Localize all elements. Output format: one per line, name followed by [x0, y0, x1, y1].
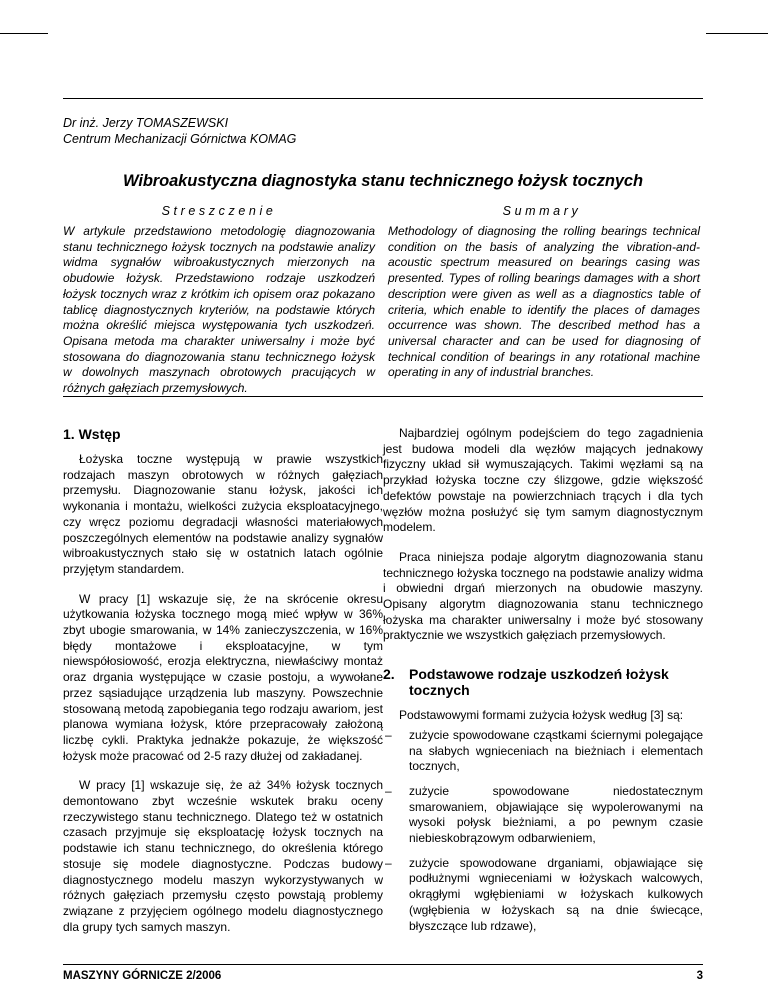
list-item: – zużycie spowodowane niedostatecznym smarowaniem, objawiające się wypolerowanymi na wysoki połysk bieżniami, a po pewnym czasie niebieskobrązowym odbarwieniem, — [385, 783, 703, 846]
footer-rule — [63, 964, 703, 965]
paragraph: Podstawowymi formami zużycia łożysk według [3] są: — [399, 708, 684, 723]
wear-forms-list — [383, 728, 703, 934]
abstract-pl-heading: Streszczenie — [161, 204, 277, 218]
author-name: Dr inż. Jerzy TOMASZEWSKI — [63, 116, 229, 130]
abstract-rule — [63, 396, 703, 397]
author-block — [63, 115, 296, 147]
page-number: 3 — [696, 970, 703, 982]
right-column — [383, 426, 703, 943]
header-rule — [63, 98, 703, 99]
article-title: Wibroakustyczna diagnostyka stanu technicznego łożysk tocznych — [123, 172, 643, 190]
paragraph: W pracy [1] wskazuje się, że aż 34% łożysk tocznych demontowano zbyt wcześnie wskutek braku oceny rzeczywistego stanu technicznego. Dlatego też w ostatnich czasach przyjmuje się eksploatację łożysk tocznych na podstawie ich stanu technicznego, do określenia którego stosuje się modele diagnostyczne. Podczas budowy diagnostycznego modelu maszyn wykorzystywanych w różnych gałęziach przemysłu często powstają problemy związane z przyjęciem ogólnego modelu diagnostycznego dla grupy tych samych maszyn. — [63, 778, 383, 934]
crop-mark-right — [706, 33, 768, 34]
section-1-heading: 1. Wstęp — [63, 426, 121, 442]
abstract-en-heading: Summary — [502, 204, 582, 218]
author-affiliation: Centrum Mechanizacji Górnictwa KOMAG — [63, 132, 297, 146]
list-item: – zużycie spowodowane cząstkami ściernymi polegające na słabych wgnieceniach na bieżniach i elementach tocznych, — [385, 727, 703, 774]
section-2-heading — [383, 666, 703, 698]
paragraph: Praca niniejsza podaje algorytm diagnozowania stanu technicznego łożyska tocznego na podstawie analizy widma i obwiedni drgań mierzonych na obudowie maszyny. Opisany algorytm diagnozowania stanu technicznego łożyska ma charakter uniwersalny i może być stosowany praktycznie we wszystkich gałęziach przemysłowych. — [383, 549, 703, 643]
journal-footer: MASZYNY GÓRNICZE 2/2006 — [63, 970, 222, 982]
section-2-title: Podstawowe rodzaje uszkodzeń łożysk tocznych — [409, 666, 669, 699]
section-2-number: 2. — [383, 666, 395, 683]
abstract-en-text: Methodology of diagnosing the rolling bearings technical condition on the basis of analyzing the vibration-and-acoustic spectrum measured on bearings casing was presented. Types of rolling bearings damages with a short description were given as well as a diagnostics table of criteria, which enable to identify the places of damages occurrence was shown. The described method has a universal character and can be used for diagnosing of technical condition of bearings in any rotational machine operating in any of industrial branches. — [388, 224, 700, 380]
crop-mark-left — [0, 33, 48, 34]
list-item: – zużycie spowodowane drganiami, objawiające się podłużnymi wgnieceniami w łożyskach walcowych, okrągłymi wgłębieniami w łożyskach kulkowych (wgłębienia w łożyskach są na dnie świecące, błyszczące lub rdzawe), — [385, 855, 703, 933]
paragraph: W pracy [1] wskazuje się, że na skrócenie okresu użytkowania łożyska tocznego mogą mieć wpływ w 36% zbyt ubogie smarowania, w 14% zanieczyszczenia, w 16% błędy montażowe i eksploatacyjne, w tym niewspółosiowość, erozja elektryczna, niewłaściwy montaż oraz drgania występujące w czasie postoju, a wywołane przez sąsiadujące urządzenia lub maszyny. Powszechnie stosowaną metodą zapobiegania tego rodzaju awariom, jest planowa wymiana łożysk, które przepracowały założoną liczbę cykli. Praktyka jednakże pokazuje, że większość łożysk może pracować od 2-5 razy dłużej od zakładanej. — [63, 591, 383, 763]
paragraph: Łożyska toczne występują w prawie wszystkich rodzajach maszyn obrotowych w różnych gałęziach przemysłu. Diagnozowanie stanu łożysk, jakości ich wykonania i montażu, wielkości zużycia eksploatacyjnego, czy wręcz poziomu degradacji własności materiałowych poszczególnych elementów na podstawie analizy sygnałów wibroakustycznych stało się w ostatnich latach ogólnie przyjętym standardem. — [63, 452, 383, 576]
abstract-pl-text: W artykule przedstawiono metodologię diagnozowania stanu technicznego łożysk tocznych na podstawie analizy widma sygnałów wibroakustycznych mierzonych na obudowie łożysk. Przedstawiono rodzaje uszkodzeń łożysk tocznych wraz z krótkim ich opisem oraz pokazano tablicę diagnostycznych kryteriów, na podstawie których można określić miejsca występowania tych uszkodzeń. Opisana metoda ma charakter uniwersalny i może być stosowana do diagnozowania stanu technicznego łożysk w dowolnych maszynach obrotowych pracujących w różnych gałęziach przemysłowych. — [63, 224, 375, 396]
left-column — [63, 426, 383, 949]
paragraph: Najbardziej ogólnym podejściem do tego zagadnienia jest budowa modeli dla węzłów mających jednakowy fizyczny układ sił wymuszających. Takimi węzłami są na przykład łożyska toczne czy ślizgowe, gdzie większość defektów powstaje na powierzchniach trących i dla tych węzłów można posłużyć się tym samym diagnostycznym modelem. — [383, 426, 703, 535]
